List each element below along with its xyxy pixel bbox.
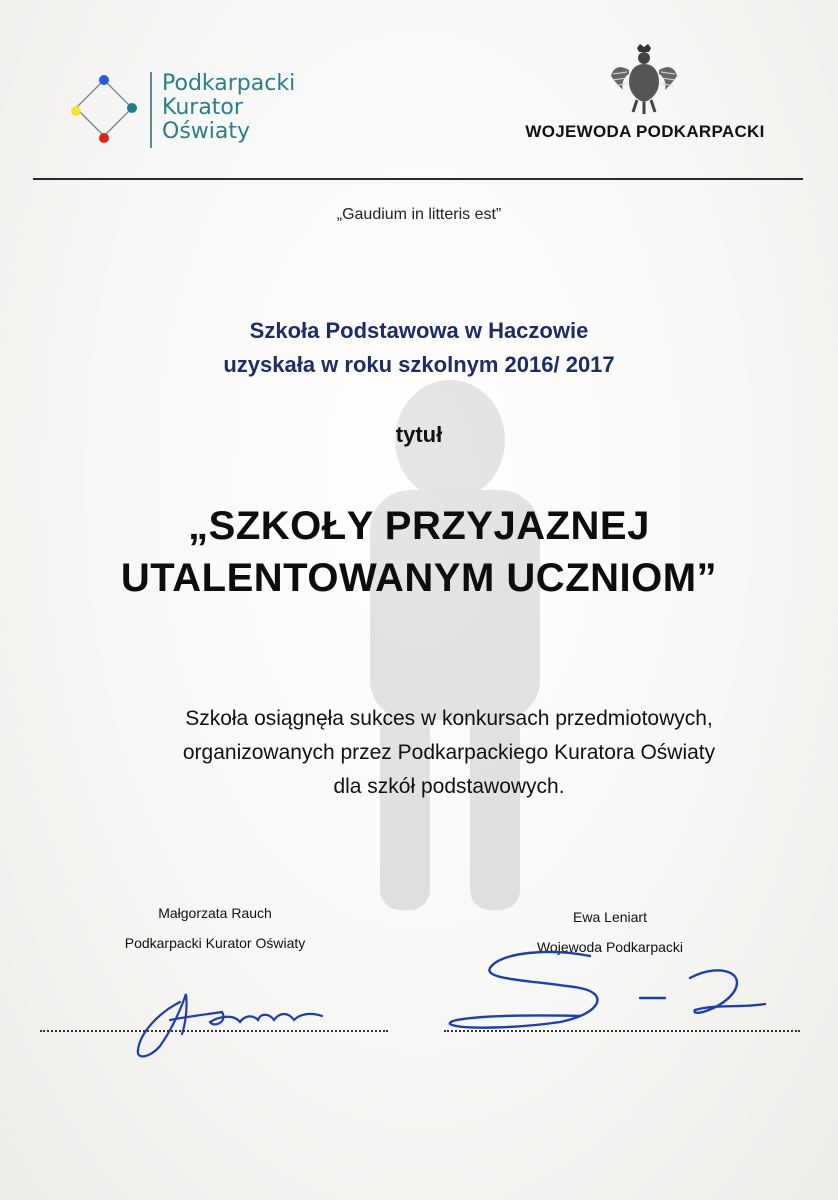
logo-line-1: Podkarpacki	[162, 71, 296, 96]
title-line-1: „SZKOŁY PRZYJAZNEJ	[188, 504, 650, 548]
signer-role-left: Podkarpacki Kurator Oświaty	[124, 935, 306, 951]
school-statement	[0, 314, 838, 382]
signer-role-right: Wojewoda Podkarpacki	[536, 939, 684, 955]
signer-name-left: Małgorzata Rauch	[158, 905, 272, 921]
handwritten-signature-left	[110, 972, 350, 1062]
school-line-2: uzyskała w roku szkolnym 2016/ 2017	[223, 352, 615, 377]
logo-divider	[150, 72, 152, 148]
kurator-logo-icon	[62, 66, 142, 152]
logo-text	[162, 72, 295, 144]
signature-block-left	[60, 898, 370, 958]
signature-line-left	[40, 1030, 388, 1032]
body-line-2: organizowanych przez Podkarpackiego Kuratora Oświaty	[182, 741, 716, 764]
signature-line-right	[444, 1030, 800, 1032]
motto: „Gaudium in litteris est”	[336, 206, 502, 223]
body-line-3: dla szkół podstawowych.	[333, 775, 565, 798]
tytul-label: tytuł	[395, 422, 443, 447]
logo-line-2: Kurator	[162, 95, 243, 120]
background-photo	[300, 380, 600, 940]
title-line-2: UTALENTOWANYM UCZNIOM”	[120, 556, 718, 600]
header-rule	[33, 178, 803, 180]
handwritten-signature-right	[440, 938, 780, 1038]
logo-line-3: Oświaty	[162, 119, 251, 144]
achievement-text	[0, 702, 838, 804]
body-line-1: Szkoła osiągnęła sukces w konkursach przedmiotowych,	[185, 707, 713, 730]
polish-eagle-emblem-icon	[609, 42, 679, 116]
kurator-logo	[62, 66, 322, 156]
signer-name-right: Ewa Leniart	[573, 909, 647, 925]
wojewoda-header: WOJEWODA PODKARPACKI	[525, 122, 765, 141]
certificate-title	[0, 500, 838, 604]
school-line-1: Szkoła Podstawowa w Haczowie	[249, 318, 589, 343]
